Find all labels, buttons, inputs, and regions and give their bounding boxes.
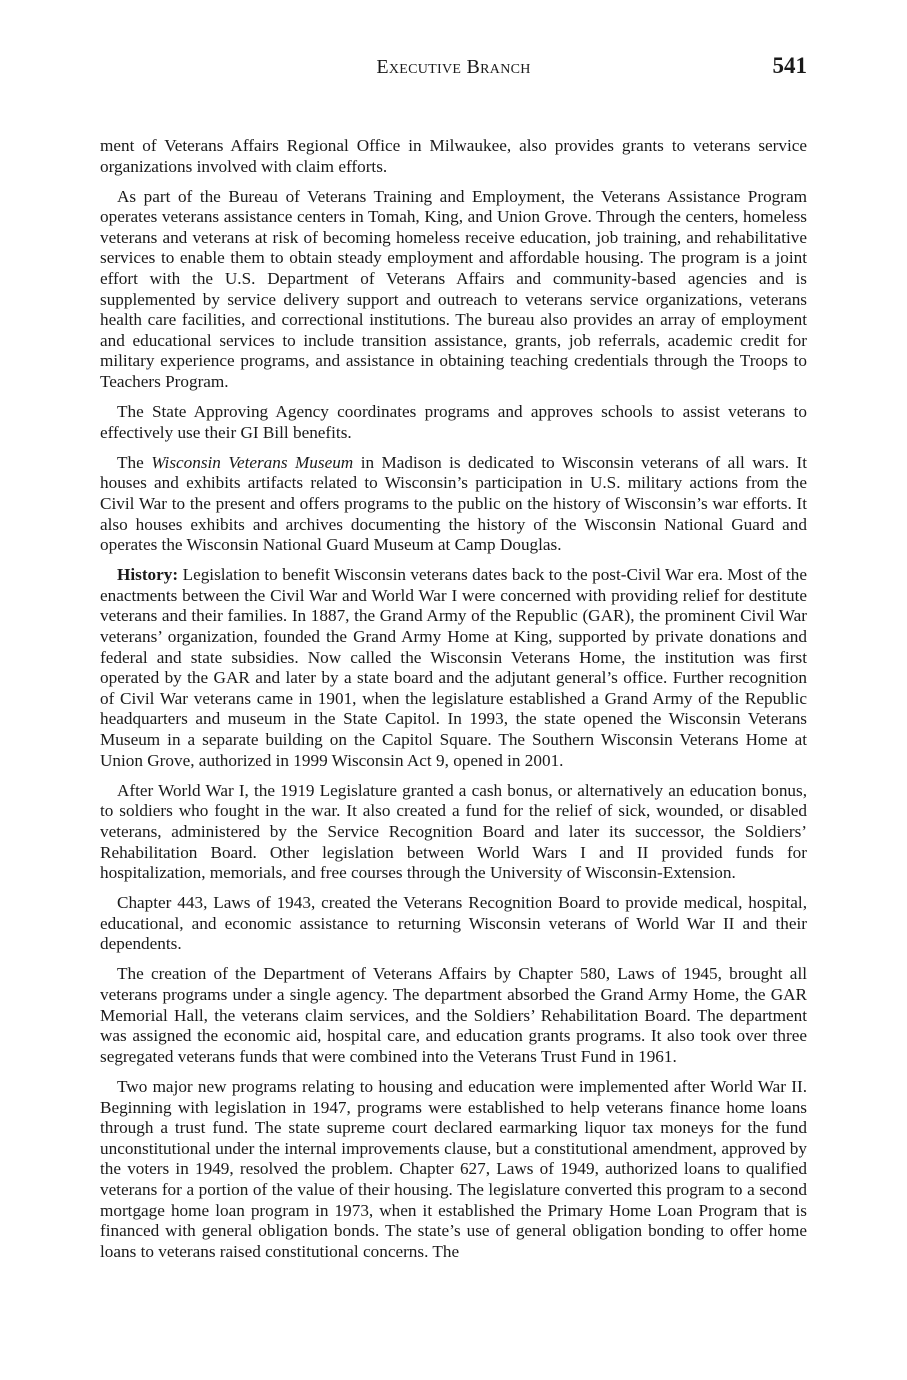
history-heading: History: [117,565,179,585]
history-text: Legislation to benefit Wisconsin veterans dates back to the post-Civil War era. Most of the enactments between the Civil War and World War I were concerned with providing relief for destitute veterans and their families. In 1887, the Grand Army of the Republic (GAR), the prominent Civil War veterans’ organization, founded the Grand Army Home at King, supported by private donations and federal and state subsidies. Now called the Wisconsin Veterans Home, the institution was first operated by the GAR and later by a state board and the adjutant general’s office. Further recognition of Civil War veterans came in 1901, when the legislature established a Grand Army of the Republic headquarters and museum in the State Capitol. In 1993, the state opened the Wisconsin Veterans Museum in a separate building on the Capitol Square. The Southern Wisconsin Veterans Home at Union Grove, authorized in 1999 Wisconsin Act 9, opened in 2001. [100,565,807,770]
paragraph-veterans-museum [100,453,807,556]
museum-lead: The [117,452,152,472]
paragraph-veterans-assistance-program: As part of the Bureau of Veterans Training and Employment, the Veterans Assistance Program operates veterans assistance centers in Tomah, King, and Union Grove. Through the centers, homeless veterans and veterans at risk of becoming homeless receive education, job training, and rehabilitative services to enable them to obtain steady employment and affordable housing. The program is a joint effort with the U.S. Department of Veterans Affairs and community-based agencies and is supplemented by service delivery support and outreach to veterans service organizations, veterans health care facilities, and correctional institutions. The bureau also provides an array of employment and educational services to include transition assistance, grants, job referrals, academic credit for military experience programs, and assistance in obtaining teaching credentials through the Troops to Teachers Program. [100,186,807,392]
paragraph-history [100,565,807,771]
paragraph-chapter-443: Chapter 443, Laws of 1943, created the Veterans Recognition Board to provide medical, hospital, educational, and economic assistance to returning Wisconsin veterans of World War II and their dependents. [100,893,807,954]
paragraph-world-war-one: After World War I, the 1919 Legislature granted a cash bonus, or alternatively an education bonus, to soldiers who fought in the war. It also created a fund for the relief of sick, wounded, or disabled veterans, administered by the Service Recognition Board and later its successor, the Soldiers’ Rehabilitation Board. Other legislation between World Wars I and II provided funds for hospitalization, memorials, and free courses through the University of Wisconsin-Extension. [100,780,807,883]
paragraph-state-approving-agency: The State Approving Agency coordinates programs and approves schools to assist veterans to effectively use their GI Bill benefits. [100,402,807,442]
paragraph-claims-continued: ment of Veterans Affairs Regional Office in Milwaukee, also provides grants to veterans service organizations involved with claim efforts. [100,136,807,176]
page-number: 541 [772,53,807,78]
museum-description: in Madison is dedicated to Wisconsin veterans of all wars. It houses and exhibits artifacts related to Wisconsin’s participation in U.S. military actions from the Civil War to the present and offers programs to the public on the history of Wisconsin’s war efforts. It also houses exhibits and archives documenting the history of the Wisconsin National Guard and operates the Wisconsin National Guard Museum at Camp Douglas. [100,452,807,555]
section-title: Executive Branch [376,56,531,78]
museum-name: Wisconsin Veterans Museum [151,452,354,472]
body-text [100,136,807,1272]
paragraph-housing-education: Two major new programs relating to housing and education were implemented after World War II. Beginning with legislation in 1947, programs were established to help veterans finance home loans through a trust fund. The state supreme court declared earmarking liquor tax moneys for the fund unconstitutional under the internal improvements clause, but a constitutional amendment, approved by the voters in 1949, resolved the problem. Chapter 627, Laws of 1949, authorized loans to qualified veterans for a portion of the value of their housing. The legislature converted this program to a second mortgage home loan program in 1973, when it established the Primary Home Loan Program that is financed with general obligation bonds. The state’s use of general obligation bonding to offer home loans to veterans raised constitutional concerns. The [100,1076,807,1261]
paragraph-department-creation: The creation of the Department of Veterans Affairs by Chapter 580, Laws of 1945, brought all veterans programs under a single agency. The department absorbed the Grand Army Home, the GAR Memorial Hall, the veterans claim services, and the Soldiers’ Rehabilitation Board. The department was assigned the economic aid, hospital care, and education grants programs. It also took over three segregated veterans funds that were combined into the Veterans Trust Fund in 1961. [100,964,807,1066]
running-head [100,55,807,81]
